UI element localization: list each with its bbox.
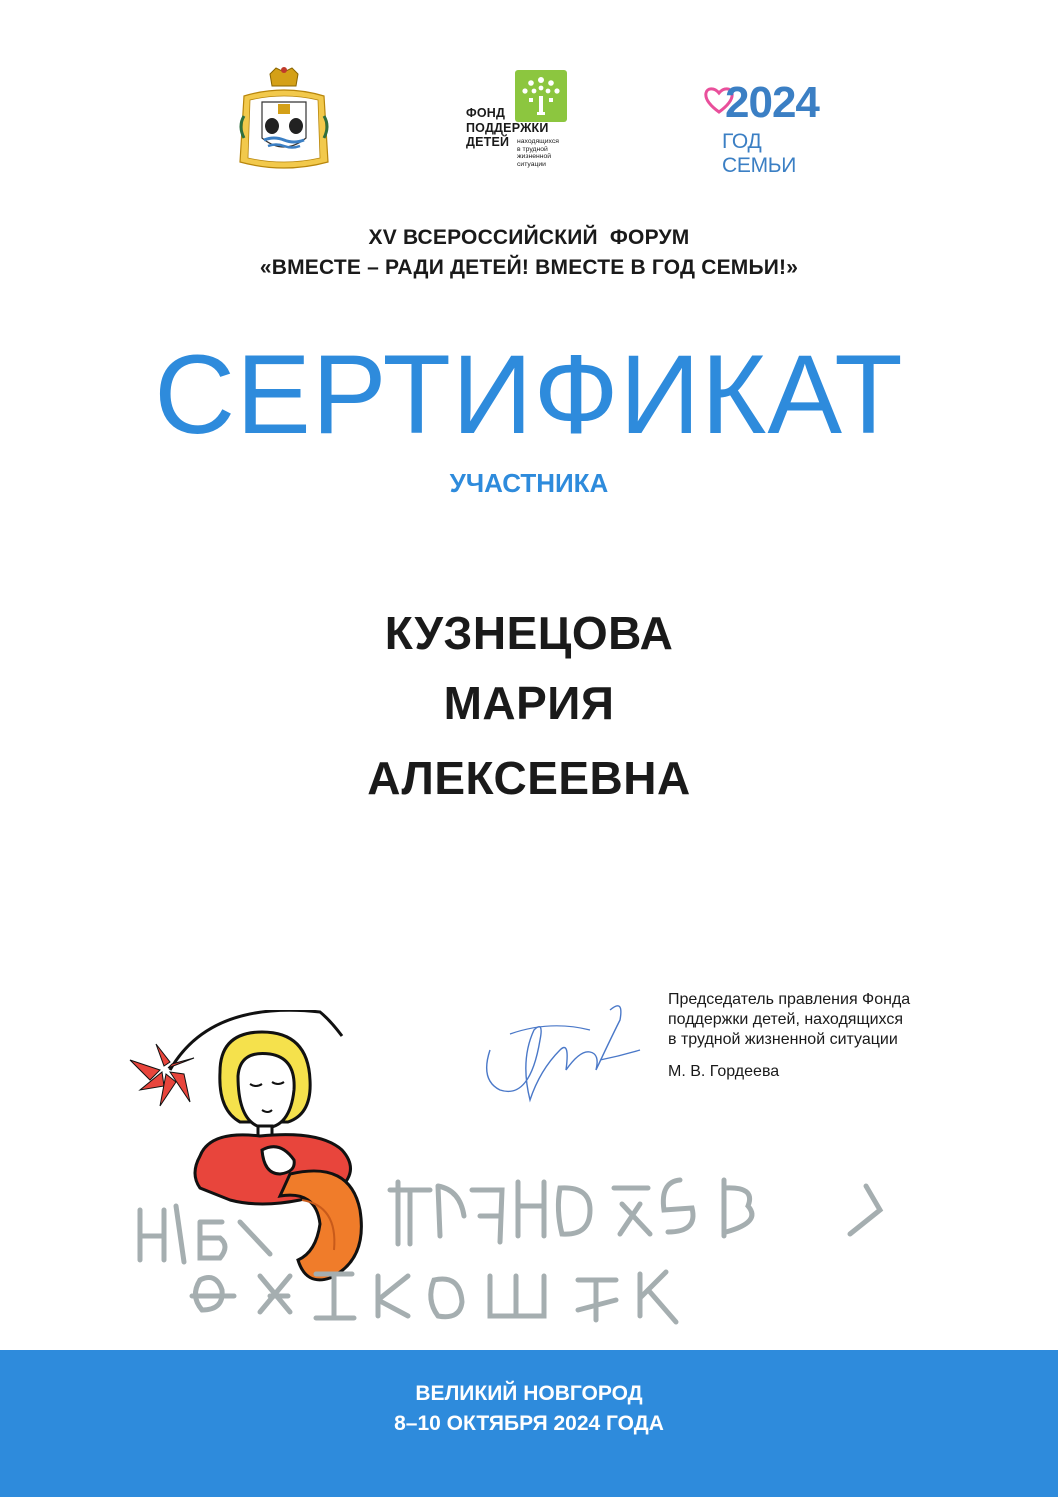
forum-title-line-1: XV ВСЕРОССИЙСКИЙ ФОРУМ — [368, 226, 690, 249]
year-subtitle: ГОД СЕМЬИ — [722, 130, 797, 177]
recipient-last-name: КУЗНЕЦОВА — [384, 607, 674, 659]
year-number: 2024 — [725, 78, 819, 127]
footer-city: ВЕЛИКИЙ НОВГОРОД — [415, 1382, 643, 1405]
recipient-middle-name: АЛЕКСЕЕВНА — [367, 752, 691, 804]
fund-logo — [462, 68, 577, 172]
signatory-position-line: Председатель правления Фонда — [668, 991, 911, 1008]
certificate-title: СЕРТИФИКАТ — [154, 332, 904, 457]
coat-of-arms-icon — [234, 66, 334, 174]
signatory-position-line: поддержки детей, находящихся — [668, 1011, 904, 1028]
girl-illustration — [120, 1010, 920, 1340]
recipient-first-name: МАРИЯ — [443, 677, 615, 729]
forum-title-line-2: «ВМЕСТЕ – РАДИ ДЕТЕЙ! ВМЕСТЕ В ГОД СЕМЬИ!» — [259, 256, 799, 279]
flower-icon — [130, 1044, 194, 1106]
signatory-position-line: в трудной жизненной ситуации — [668, 1031, 898, 1048]
footer-dates: 8–10 ОКТЯБРЯ 2024 ГОДА — [394, 1412, 664, 1435]
certificate-subtitle: УЧАСТНИКА — [449, 468, 609, 498]
fund-name: ФОНД ПОДДЕРЖКИ ДЕТЕЙ — [466, 106, 549, 149]
signatory-name: М. В. Гордеева — [668, 1063, 780, 1080]
fund-subtitle: находящихся в трудной жизненной ситуации — [517, 138, 559, 168]
year-of-family-logo — [700, 78, 830, 177]
